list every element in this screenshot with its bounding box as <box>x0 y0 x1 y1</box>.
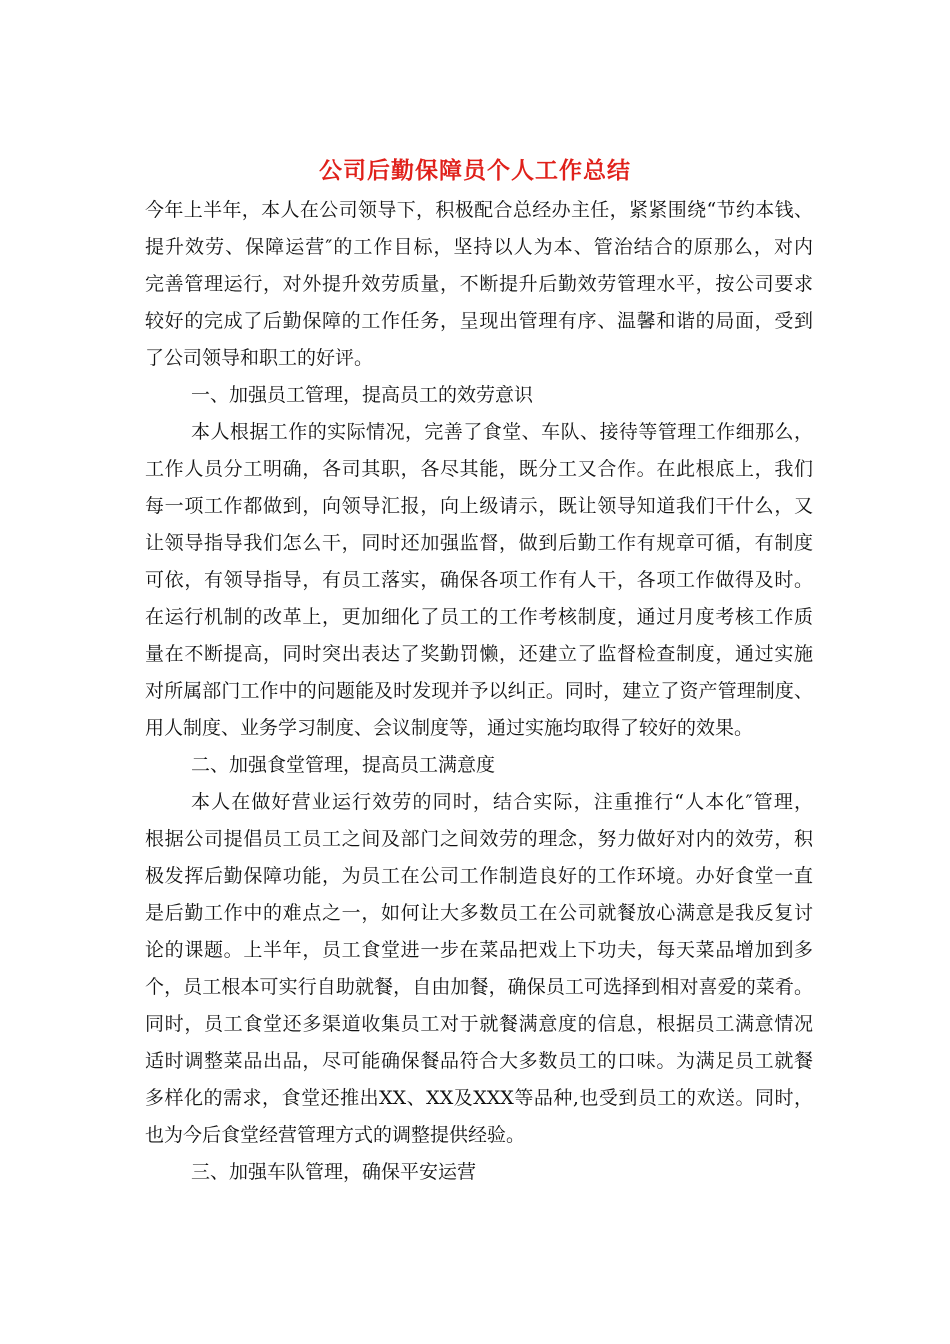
text-line: 较好的完成了后勤保障的工作任务，呈现出管理有序、温馨和谐的局面，受到 <box>145 310 813 332</box>
document-body <box>145 192 813 1191</box>
text-line: 论的课题。上半年，员工食堂进一步在菜品把戏上下功夫，每天菜品增加到多 <box>145 939 813 961</box>
text-line: 了公司领导和职工的好评。 <box>145 347 374 369</box>
text-line: 也为今后食堂经营管理方式的调整提供经验。 <box>145 1124 526 1146</box>
text-line: 适时调整菜品出品，尽可能确保餐品符合大多数员工的口味。为满足员工就餐 <box>145 1050 813 1072</box>
text-line: 二、加强食堂管理，提高员工满意度 <box>191 754 496 776</box>
text-line: 量在不断提高，同时突出表达了奖勤罚懒，还建立了监督检查制度，通过实施 <box>145 643 813 665</box>
text-line: 本人根据工作的实际情况，完善了食堂、车队、接待等管理工作细那么， <box>191 421 813 443</box>
text-line: 个，员工根本可实行自助就餐，自由加餐，确保员工可选择到相对喜爱的菜肴。 <box>145 976 813 998</box>
text-line: 本人在做好营业运行效劳的同时，结合实际，注重推行“人本化″管理， <box>191 791 813 813</box>
text-line: 是后勤工作中的难点之一，如何让大多数员工在公司就餐放心满意是我反复讨 <box>145 902 813 924</box>
text-line: 一、加强员工管理，提高员工的效劳意识 <box>191 384 534 406</box>
text-line: 工作人员分工明确，各司其职，各尽其能，既分工又合作。在此根底上，我们 <box>145 458 813 480</box>
text-line: 完善管理运行，对外提升效劳质量，不断提升后勤效劳管理水平，按公司要求 <box>145 273 813 295</box>
text-line: 今年上半年，本人在公司领导下，积极配合总经办主任，紧紧围绕“节约本钱、 <box>145 199 813 221</box>
text-line: 每一项工作都做到，向领导汇报，向上级请示，既让领导知道我们干什么，又 <box>145 495 813 517</box>
text-line: 提升效劳、保障运营″的工作目标，坚持以人为本、管治结合的原那么，对内 <box>145 236 813 258</box>
text-line: 三、加强车队管理，确保平安运营 <box>191 1161 477 1183</box>
text-line: 同时，员工食堂还多渠道收集员工对于就餐满意度的信息，根据员工满意情况 <box>145 1013 813 1035</box>
text-line: 在运行机制的改革上，更加细化了员工的工作考核制度，通过月度考核工作质 <box>145 606 813 628</box>
text-line: 根据公司提倡员工员工之间及部门之间效劳的理念，努力做好对内的效劳，积 <box>145 828 813 850</box>
text-line: 多样化的需求，食堂还推出XX、XX及XXX等品种,也受到员工的欢送。同时， <box>145 1087 813 1109</box>
text-line: 可依，有领导指导，有员工落实，确保各项工作有人干，各项工作做得及时。 <box>145 569 813 591</box>
text-line: 对所属部门工作中的问题能及时发现并予以纠正。同时，建立了资产管理制度、 <box>145 680 813 702</box>
document-title: 公司后勤保障员个人工作总结 <box>319 158 631 184</box>
text-line: 用人制度、业务学习制度、会议制度等，通过实施均取得了较好的效果。 <box>145 717 754 739</box>
text-line: 极发挥后勤保障功能，为员工在公司工作制造良好的工作环境。办好食堂一直 <box>145 865 813 887</box>
text-line: 让领导指导我们怎么干，同时还加强监督，做到后勤工作有规章可循，有制度 <box>145 532 813 554</box>
